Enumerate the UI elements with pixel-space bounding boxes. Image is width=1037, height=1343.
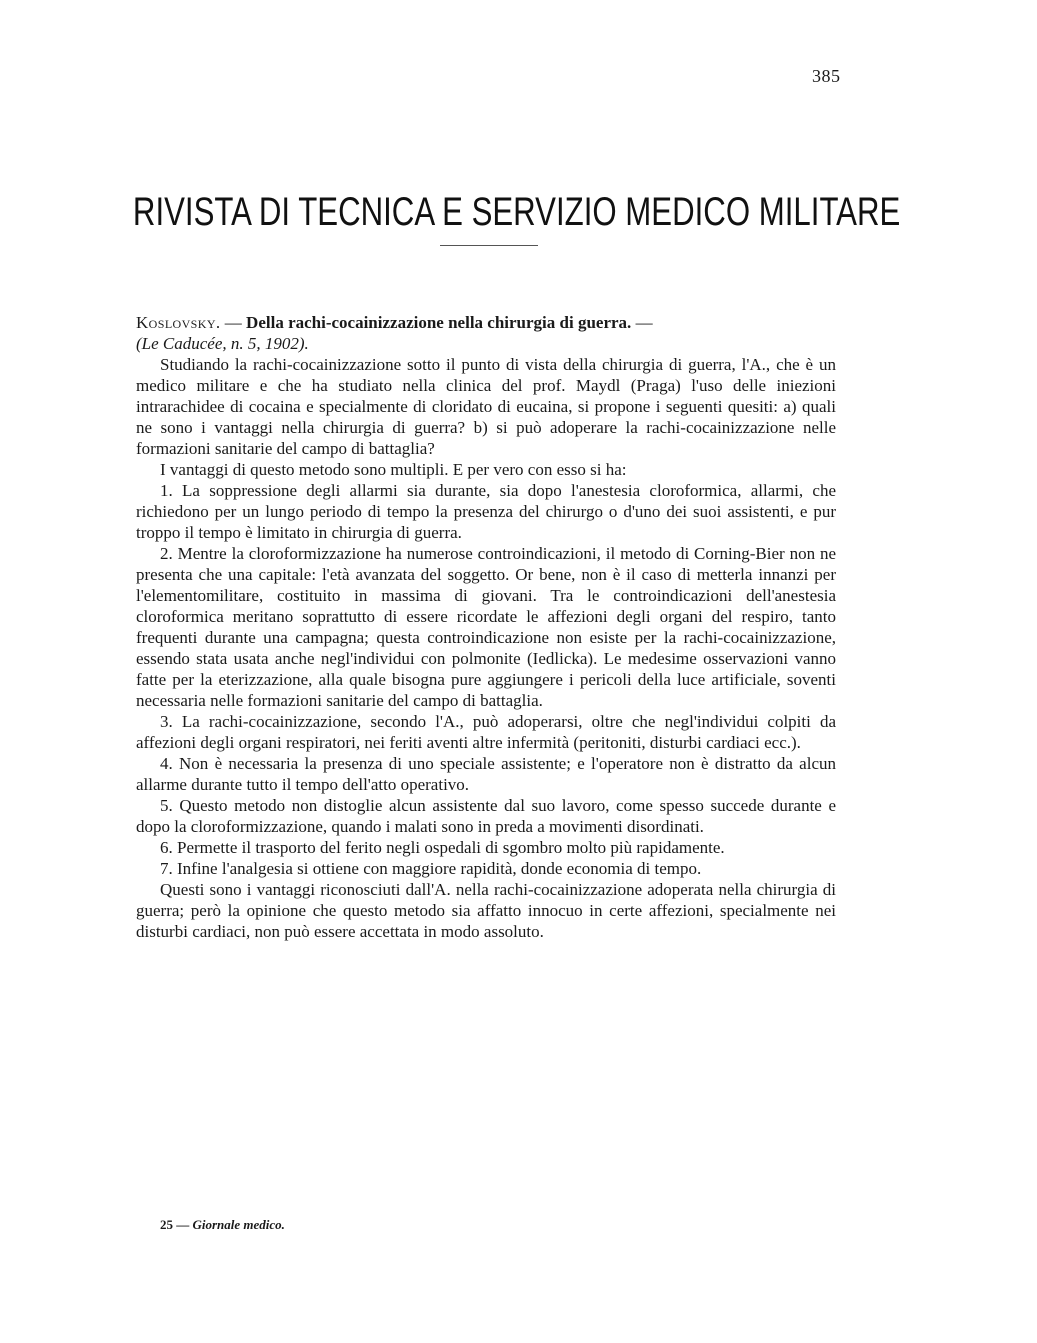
journal-name: Giornale medico. (192, 1217, 285, 1232)
page-number: 385 (812, 66, 841, 86)
article-author: Koslovsky. (136, 313, 221, 332)
article-heading (136, 312, 836, 354)
article (136, 312, 836, 942)
article-paragraph: 3. La rachi-cocainizzazione, secondo l'A., può adoperarsi, oltre che negl'individui colpiti da affezioni degli organi respiratori, nei feriti aventi altre infermità (peritoniti, disturbi cardiaci ecc.). (136, 712, 836, 752)
heading-dash: — (631, 313, 653, 332)
article-paragraph: Studiando la rachi-cocainizzazione sotto il punto di vista della chirurgia di guerra, l'A., che è un medico militare e che ha studiato nella clinica del prof. Maydl (Praga) l'uso delle iniezioni intrarachidee di cocaina e specialmente di cloridato di eucaina, si propone i seguenti quesiti: a) quali ne sono i vantaggi nella chirurgia di guerra? b) si può adoperare la rachi-cocainizzazione nelle formazioni sanitarie del campo di battaglia? (136, 355, 836, 458)
article-paragraph: 4. Non è necessaria la presenza di uno speciale assistente; e l'operatore non è distratto da alcun allarme durante tutto il tempo dell'atto operativo. (136, 754, 836, 794)
article-citation: (Le Caducée, n. 5, 1902). (136, 334, 309, 353)
article-paragraph: I vantaggi di questo metodo sono multipli. E per vero con esso si ha: (160, 460, 627, 479)
page-footer (160, 1217, 285, 1233)
article-paragraph: 6. Permette il trasporto del ferito negli ospedali di sgombro molto più rapidamente. (160, 838, 725, 857)
article-paragraph: 5. Questo metodo non distoglie alcun assistente dal suo lavoro, come spesso succede durante e dopo la cloroformizzazione, quando i malati sono in preda a movimenti disordinati. (136, 796, 836, 836)
section-title: RIVISTA DI TECNICA E SERVIZIO MEDICO MILITARE (132, 190, 901, 234)
article-paragraph: 7. Infine l'analgesia si ottiene con maggiore rapidità, donde economia di tempo. (160, 859, 702, 878)
heading-dash: — (220, 313, 247, 332)
article-paragraph: 2. Mentre la cloroformizzazione ha numerose controindicazioni, il metodo di Corning-Bier non ne presenta che una capitale: l'età avanzata del soggetto. Or bene, non è il caso di metterla innanzi per l'elementomilitare, costituito in massima di giovani. Tra le controindicazioni dell'anestesia cloroformica meritano soprattutto di essere ricordate le affezioni degli organi del respiro, tanto frequenti durante una campagna; questa controindicazione non esiste per la rachi-cocainizzazione, essendo stata usata anche negl'individui con polmonite (Iedlicka). Le medesime osservazioni vanno fatte per la eterizzazione, alla quale bisogna pure aggiungere i pericoli della luce artificiale, soventi necessaria nelle formazioni sanitarie del campo di battaglia. (136, 544, 836, 710)
title-divider (440, 245, 538, 246)
signature-mark: 25 — (160, 1217, 193, 1232)
article-title: Della rachi-cocainizzazione nella chirurgia di guerra. (246, 313, 632, 332)
article-paragraph: 1. La soppressione degli allarmi sia durante, sia dopo l'anestesia cloroformica, allarmi, che richiedono per un lungo periodo di tempo la presenza del chirurgo o d'uno dei suoi assistenti, e pur troppo il tempo è limitato in chirurgia di guerra. (136, 481, 836, 542)
article-paragraph: Questi sono i vantaggi riconosciuti dall'A. nella rachi-cocainizzazione adoperata nella chirurgia di guerra; però la opinione che questo metodo sia affatto innocuo in certe affezioni, specialmente nei disturbi cardiaci, non può essere accettata in modo assoluto. (136, 880, 836, 941)
